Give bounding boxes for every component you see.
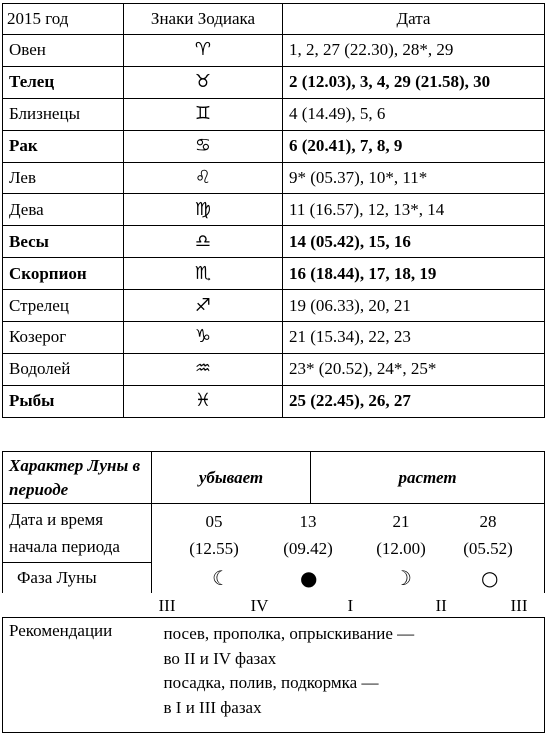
sign-dates: 14 (05.42), 15, 16 — [283, 226, 545, 258]
zodiac-row — [3, 35, 545, 67]
sign-symbol-cell — [124, 98, 283, 130]
phase-number: II — [435, 596, 447, 615]
sign-dates: 25 (22.45), 26, 27 — [283, 385, 545, 417]
sign-name: Весы — [3, 226, 124, 258]
sign-name: Близнецы — [3, 98, 124, 130]
zodiac-row — [3, 226, 545, 258]
roman-numeral-row — [3, 593, 545, 618]
zodiac-row — [3, 98, 545, 130]
sign-dates: 19 (06.33), 20, 21 — [283, 290, 545, 322]
sign-symbol-cell — [124, 322, 283, 354]
sign-symbol-cell — [124, 385, 283, 417]
sign-dates: 2 (12.03), 3, 4, 29 (21.58), 30 — [283, 66, 545, 98]
zodiac-sign-icon: ♌︎ — [194, 167, 212, 188]
zodiac-sign-icon: ♐︎ — [194, 294, 212, 316]
sign-dates: 4 (14.49), 5, 6 — [283, 98, 545, 130]
moon-phase-row — [3, 563, 545, 594]
year-header: 2015 год — [3, 4, 124, 35]
sign-symbol-cell — [124, 162, 283, 194]
sign-symbol-cell — [124, 66, 283, 98]
phase-number: IV — [250, 596, 269, 615]
signs-header: Знаки Зодиака — [124, 4, 283, 35]
new-moon-icon: ● — [300, 565, 318, 590]
sign-dates: 1, 2, 27 (22.30), 28*, 29 — [283, 35, 545, 67]
phase-number: III — [510, 596, 528, 615]
period-date: 13 (09.42) — [283, 512, 333, 558]
zodiac-row — [3, 322, 545, 354]
recommendation-line: во II и IV фазах — [163, 648, 277, 668]
sign-name: Водолей — [3, 353, 124, 385]
sign-name: Овен — [3, 35, 124, 67]
zodiac-row — [3, 66, 545, 98]
sign-dates: 9* (05.37), 10*, 11* — [283, 162, 545, 194]
period-date: 21 (12.00) — [376, 512, 426, 558]
date-header: Дата — [283, 4, 545, 35]
sign-symbol-cell — [124, 353, 283, 385]
datetime-label-line1: Дата и время — [9, 510, 104, 529]
full-moon-icon: ○ — [481, 565, 499, 590]
sign-name: Лев — [3, 162, 124, 194]
sign-symbol-cell — [124, 290, 283, 322]
sign-name: Дева — [3, 194, 124, 226]
sign-dates: 11 (16.57), 12, 13*, 14 — [283, 194, 545, 226]
sign-symbol-cell — [124, 194, 283, 226]
zodiac-row — [3, 162, 545, 194]
zodiac-table — [2, 3, 545, 418]
recommendation-line: посев, прополка, опрыскивание — — [163, 624, 415, 643]
moon-character-row — [3, 452, 545, 504]
sign-symbol-cell — [124, 226, 283, 258]
sign-symbol-cell — [124, 258, 283, 290]
zodiac-row — [3, 385, 545, 417]
zodiac-row — [3, 130, 545, 162]
sign-dates: 16 (18.44), 17, 18, 19 — [283, 258, 545, 290]
zodiac-sign-icon: ♓︎ — [194, 390, 212, 412]
zodiac-row — [3, 194, 545, 226]
moon-phase-table — [2, 451, 545, 733]
zodiac-row — [3, 258, 545, 290]
datetime-label — [3, 504, 152, 563]
sign-name: Козерог — [3, 322, 124, 354]
sign-dates: 23* (20.52), 24*, 25* — [283, 353, 545, 385]
recommendations-text — [152, 618, 545, 733]
sign-symbol-cell — [124, 35, 283, 67]
last-quarter-moon-icon: ☾ — [212, 565, 230, 590]
sign-name: Рыбы — [3, 385, 124, 417]
zodiac-row — [3, 353, 545, 385]
recommendations-row — [3, 618, 545, 733]
zodiac-sign-icon: ♏︎ — [194, 262, 212, 284]
zodiac-sign-icon: ♒︎ — [194, 358, 212, 380]
moon-phase-icons — [152, 563, 545, 594]
sign-name: Рак — [3, 130, 124, 162]
waning-label: убывает — [152, 452, 311, 504]
period-dates — [152, 504, 545, 563]
sign-dates: 6 (20.41), 7, 8, 9 — [283, 130, 545, 162]
sign-dates: 21 (15.34), 22, 23 — [283, 322, 545, 354]
waxing-label: растет — [311, 452, 545, 504]
recommendations-label: Рекомендации — [3, 618, 152, 733]
zodiac-row — [3, 290, 545, 322]
datetime-label-line2: начала периода — [9, 537, 120, 556]
zodiac-header-row — [3, 4, 545, 35]
phase-numbers — [3, 593, 545, 618]
zodiac-sign-icon: ♊︎ — [194, 103, 212, 125]
phase-number: I — [347, 596, 354, 615]
zodiac-sign-icon: ♉︎ — [194, 71, 212, 93]
zodiac-sign-icon: ♍︎ — [194, 198, 212, 220]
period-date: 28 (05.52) — [463, 512, 513, 558]
zodiac-sign-icon: ♈︎ — [194, 39, 212, 61]
recommendation-line: посадка, полив, подкормка — — [163, 673, 379, 692]
period-date: 05 (12.55) — [189, 512, 239, 558]
sign-name: Стрелец — [3, 290, 124, 322]
first-quarter-moon-icon: ☽ — [394, 565, 412, 590]
sign-name: Скорпион — [3, 258, 124, 290]
moon-phase-label: Фаза Луны — [3, 563, 152, 594]
zodiac-sign-icon: ♎︎ — [194, 230, 212, 252]
sign-symbol-cell — [124, 130, 283, 162]
moon-character-label: Характер Луны в периоде — [3, 452, 152, 504]
datetime-row — [3, 504, 545, 563]
phase-number: III — [158, 596, 176, 615]
sign-name: Телец — [3, 66, 124, 98]
recommendation-line: в I и III фазах — [163, 697, 262, 717]
zodiac-sign-icon: ♋︎ — [194, 135, 212, 157]
zodiac-sign-icon: ♑︎ — [194, 326, 212, 348]
